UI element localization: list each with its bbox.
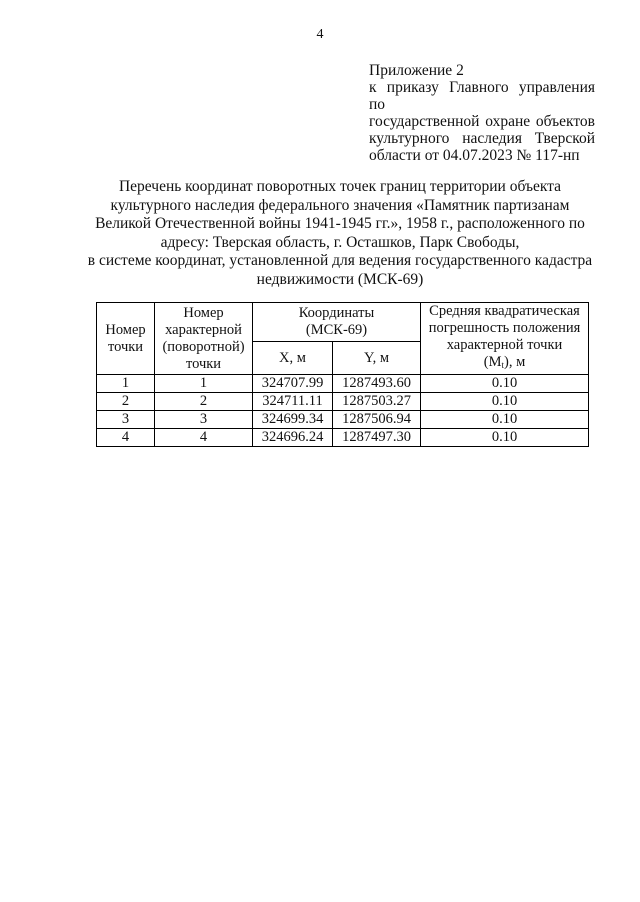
title-line: адресу: Тверская область, г. Осташков, Парк Свободы, [160,233,520,251]
cell-point: 3 [97,411,155,429]
title-line: Великой Отечественной войны 1941-1945 гг.», 1958 г., расположенного по [95,215,585,232]
header-text-part: ), м [503,354,526,370]
cell-y: 1287497.30 [333,429,421,447]
cell-error: 0.10 [421,411,589,429]
document-title [60,178,620,289]
appendix-line: государственной охране объектов [369,113,595,130]
cell-char: 2 [155,393,253,411]
header-text: точки [185,355,222,372]
header-text: Координаты [298,305,375,322]
title-line: в системе координат, установленной для ведения государственного кадастра [87,252,593,269]
cell-y: 1287503.27 [333,393,421,411]
table-row [97,393,589,411]
cell-x: 324711.11 [253,393,333,411]
cell-error: 0.10 [421,375,589,393]
title-line: недвижимости (МСК-69) [256,270,424,288]
header-text: точки [107,338,144,355]
header-characteristic-point [155,303,253,375]
cell-y: 1287493.60 [333,375,421,393]
table-row [97,411,589,429]
appendix-line: культурного наследия Тверской [369,130,595,147]
cell-point: 2 [97,393,155,411]
coordinates-table [96,302,589,447]
cell-x: 324699.34 [253,411,333,429]
cell-x: 324707.99 [253,375,333,393]
header-text: Номер [105,321,146,338]
cell-error: 0.10 [421,429,589,447]
header-text: характерной [165,321,242,338]
header-y: Y, м [333,342,421,375]
cell-y: 1287506.94 [333,411,421,429]
table-header-row [97,303,589,342]
header-x: X, м [253,342,333,375]
appendix-line: к приказу Главного управления по [369,79,595,113]
table-row [97,375,589,393]
header-text: (МСК-69) [305,322,368,339]
header-text-part: (M [483,354,502,370]
header-text: Номер [183,304,224,321]
header-error [421,303,589,375]
header-text: Средняя квадратическая [429,303,580,319]
header-text [484,354,526,370]
appendix-title: Приложение 2 [369,62,464,79]
header-subscript: t [501,360,504,370]
cell-x: 324696.24 [253,429,333,447]
page-number: 4 [316,27,324,42]
header-point-number [97,303,155,375]
title-line: культурного наследия федерального значения «Памятник партизанам [110,196,570,214]
cell-char: 3 [155,411,253,429]
appendix-header [369,62,595,164]
cell-error: 0.10 [421,393,589,411]
cell-char: 1 [155,375,253,393]
appendix-line: области от 04.07.2023 № 117-нп [369,147,580,164]
header-text: характерной точки [446,337,563,353]
table-row [97,429,589,447]
header-text: погрешность положения [428,320,581,336]
cell-point: 1 [97,375,155,393]
header-text: (поворотной) [162,338,245,355]
cell-char: 4 [155,429,253,447]
cell-point: 4 [97,429,155,447]
header-coordinates [253,303,421,342]
title-line: Перечень координат поворотных точек границ территории объекта [118,178,562,195]
